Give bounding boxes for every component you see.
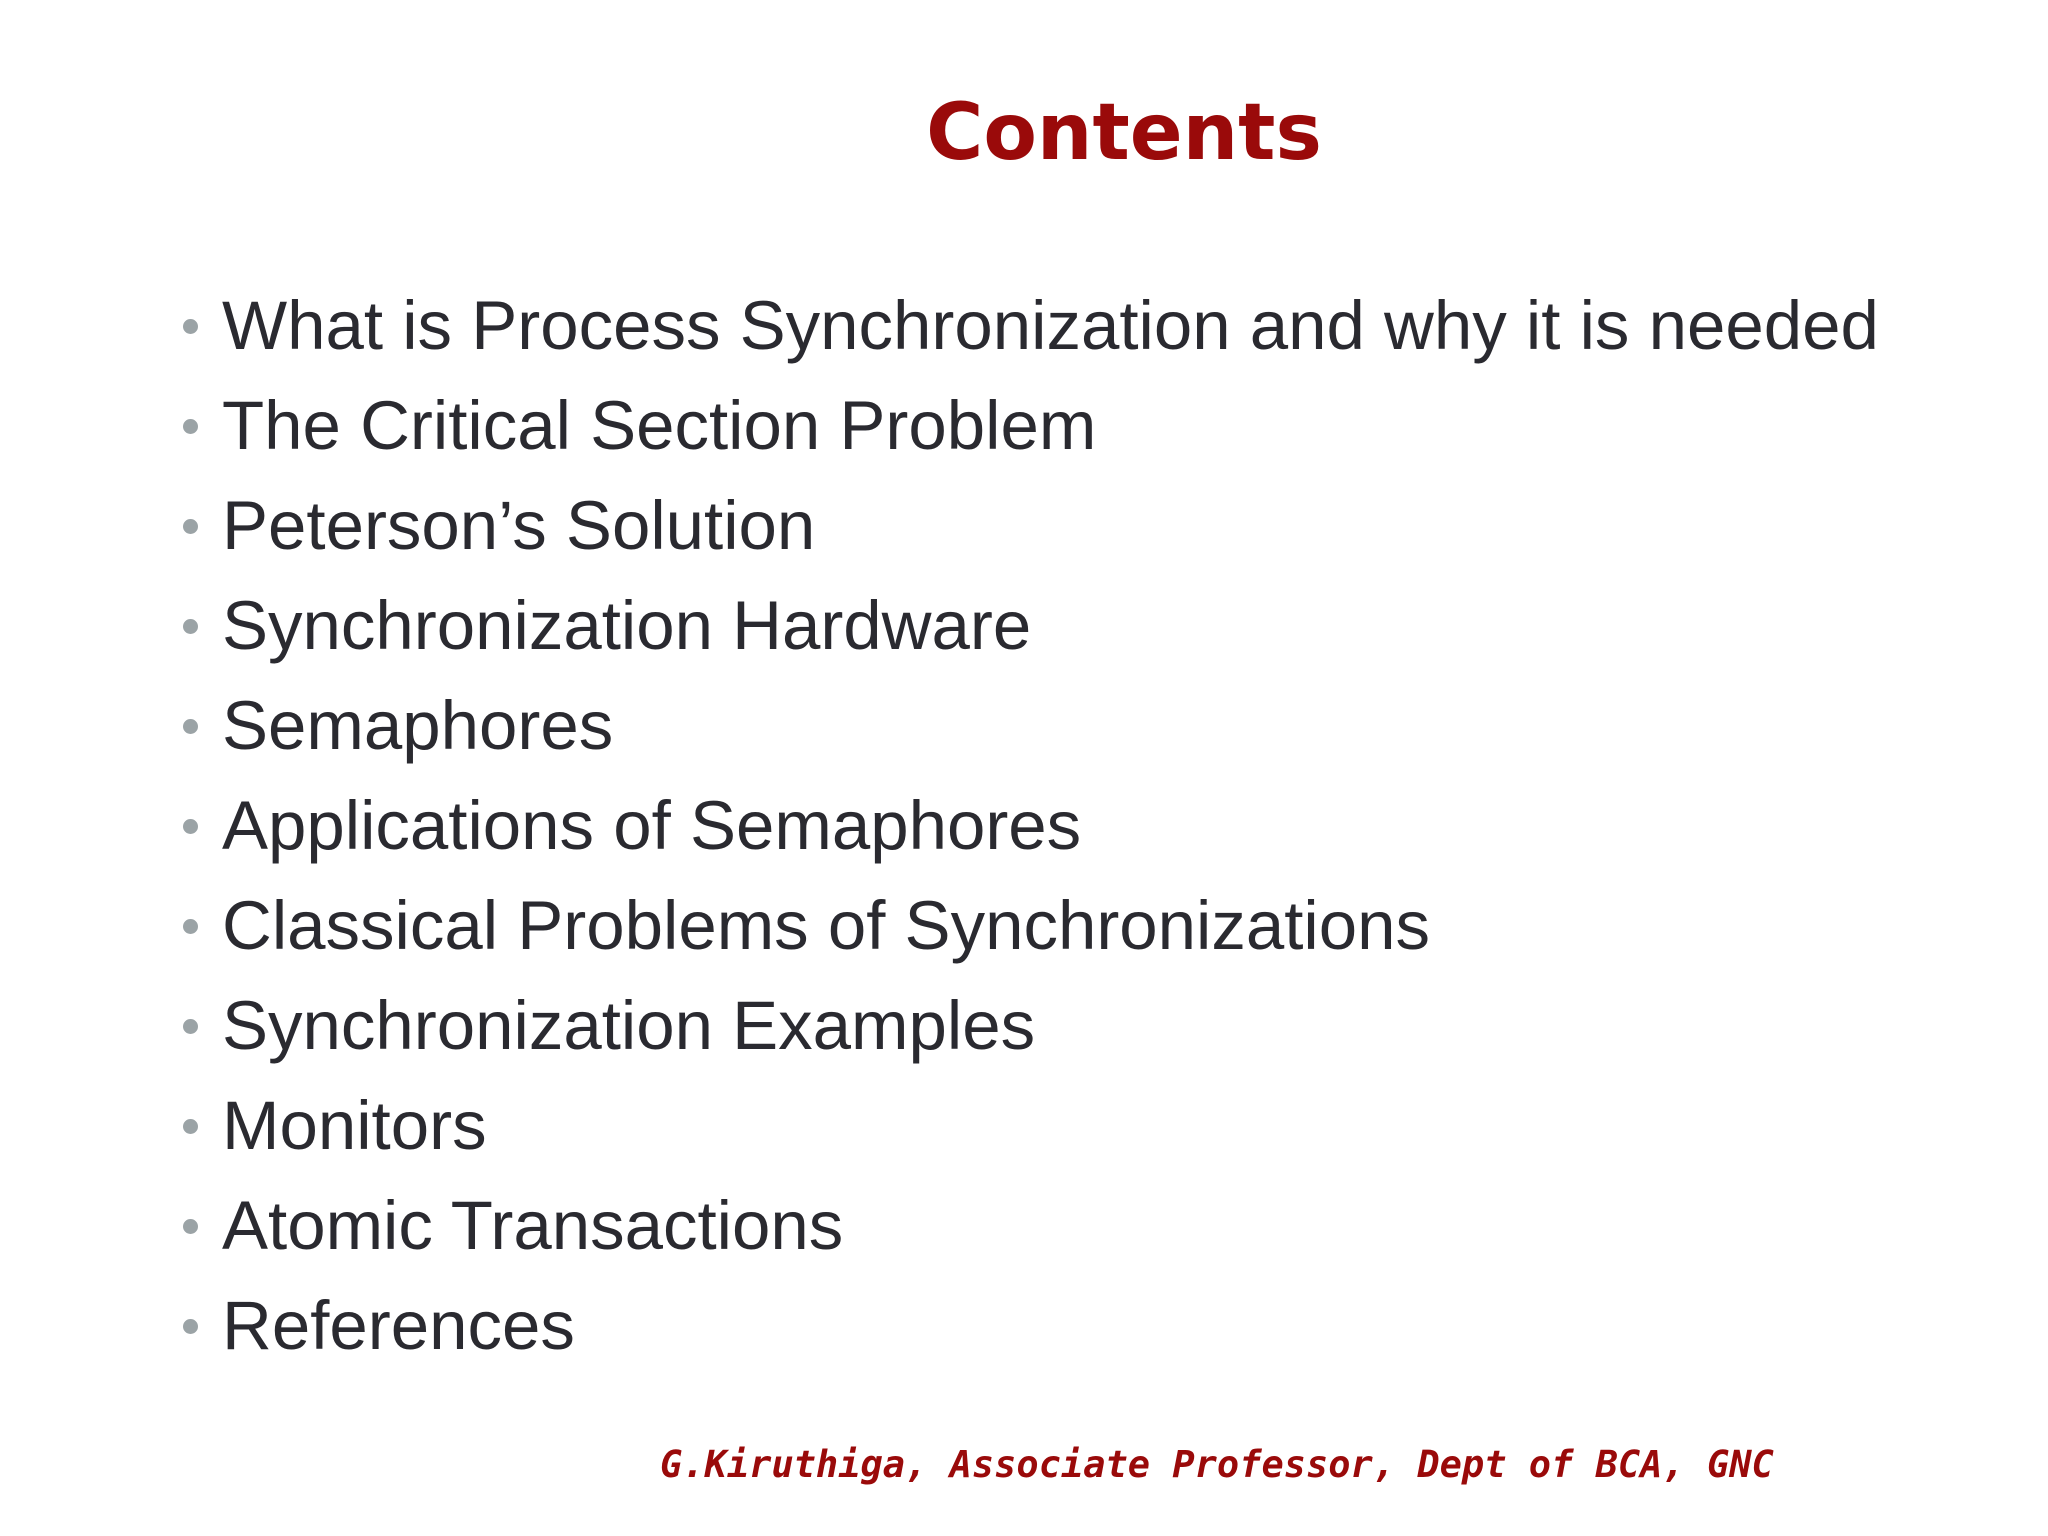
list-item (183, 576, 1879, 676)
bullet-dot-icon (183, 819, 198, 834)
contents-list (183, 276, 1879, 1376)
list-item-text: Monitors (222, 1087, 487, 1164)
list-item (183, 376, 1879, 476)
list-item (183, 976, 1879, 1076)
list-item-text: Semaphores (222, 687, 614, 764)
list-item-text: Peterson’s Solution (222, 487, 816, 564)
bullet-dot-icon (183, 719, 198, 734)
bullet-dot-icon (183, 1219, 198, 1234)
bullet-dot-icon (183, 319, 198, 334)
list-item (183, 876, 1879, 976)
bullet-dot-icon (183, 1319, 198, 1334)
bullet-dot-icon (183, 919, 198, 934)
bullet-dot-icon (183, 519, 198, 534)
bullet-dot-icon (183, 1119, 198, 1134)
list-item-text: Synchronization Examples (222, 987, 1036, 1064)
list-item-text: References (222, 1287, 575, 1364)
list-item-text: Synchronization Hardware (222, 587, 1032, 664)
list-item (183, 676, 1879, 776)
list-item (183, 1076, 1879, 1176)
bullet-dot-icon (183, 419, 198, 434)
bullet-dot-icon (183, 619, 198, 634)
list-item (183, 476, 1879, 576)
list-item-text: What is Process Synchronization and why it is needed (222, 287, 1879, 364)
footer-credit: G.Kiruthiga, Associate Professor, Dept of BCA, GNC (660, 1443, 1774, 1486)
list-item (183, 776, 1879, 876)
list-item (183, 1176, 1879, 1276)
list-item-text: The Critical Section Problem (222, 387, 1097, 464)
bullet-dot-icon (183, 1019, 198, 1034)
list-item-text: Applications of Semaphores (222, 787, 1082, 864)
list-item (183, 276, 1879, 376)
list-item-text: Atomic Transactions (222, 1187, 844, 1264)
list-item-text: Classical Problems of Synchronizations (222, 887, 1431, 964)
list-item (183, 1276, 1879, 1376)
slide-title: Contents (926, 88, 1322, 178)
